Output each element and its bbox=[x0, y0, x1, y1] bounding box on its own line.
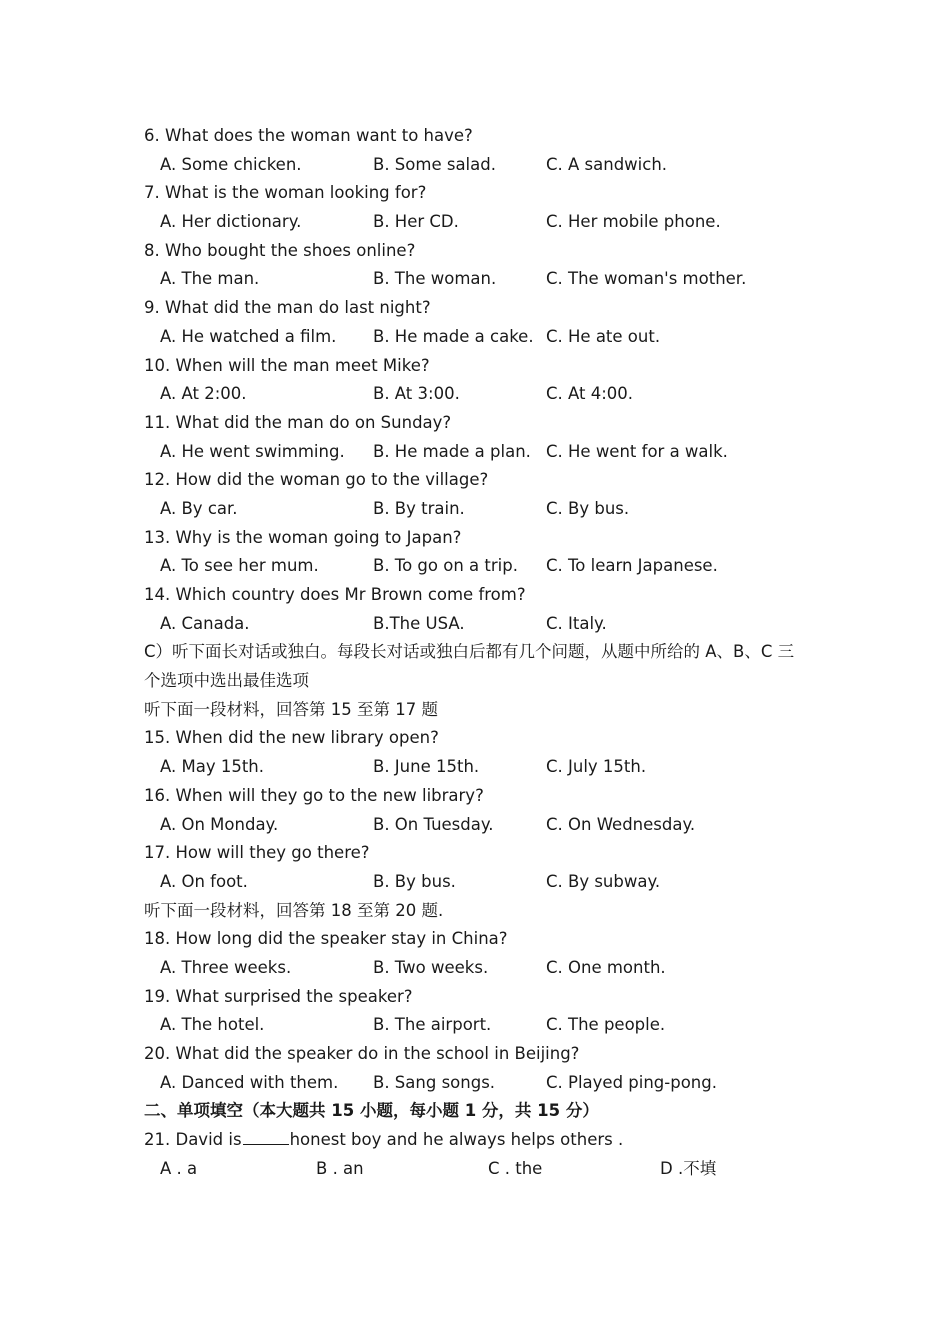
question-text: 6. What does the woman want to have? bbox=[144, 126, 473, 145]
option-a: A . a bbox=[160, 1158, 198, 1178]
question-text: 19. What surprised the speaker? bbox=[144, 986, 413, 1006]
option-c: C. The woman's mother. bbox=[546, 269, 747, 289]
question-17 bbox=[144, 839, 814, 896]
option-c: C. On Wednesday. bbox=[546, 814, 696, 834]
option-c: C. Italy. bbox=[546, 613, 607, 633]
question-text: 9. What did the man do last night? bbox=[144, 298, 431, 318]
group-intro-18-20: 听下面一段材料，回答第 18 至第 20 题. bbox=[144, 900, 444, 920]
option-c: C. The people. bbox=[546, 1015, 666, 1035]
options-row bbox=[144, 265, 814, 294]
option-a: A. The hotel. bbox=[160, 1015, 265, 1035]
options-row bbox=[144, 323, 814, 352]
option-d: D .不填 bbox=[660, 1158, 717, 1178]
option-b: B . an bbox=[316, 1158, 364, 1178]
option-c: C. By bus. bbox=[546, 498, 630, 518]
option-c: C. He ate out. bbox=[546, 326, 661, 346]
question-19 bbox=[144, 983, 814, 1040]
option-b: B. On Tuesday. bbox=[373, 814, 494, 834]
question-text-before-blank: 21. David is bbox=[144, 1130, 242, 1150]
option-a: A. Three weeks. bbox=[160, 957, 292, 977]
group-intro-15-17: 听下面一段材料，回答第 15 至第 17 题 bbox=[144, 699, 438, 719]
option-a: A. The man. bbox=[160, 269, 260, 289]
question-text: 16. When will they go to the new library? bbox=[144, 785, 484, 805]
option-a: A. To see her mum. bbox=[160, 556, 319, 576]
question-text: 13. Why is the woman going to Japan? bbox=[144, 527, 462, 547]
option-c: C. Played ping-pong. bbox=[546, 1072, 717, 1092]
option-a: A. He went swimming. bbox=[160, 441, 345, 461]
options-row bbox=[144, 954, 814, 983]
question-9 bbox=[144, 294, 814, 351]
question-text: 17. How will they go there? bbox=[144, 843, 370, 863]
option-c: C. At 4:00. bbox=[546, 384, 634, 404]
option-c: C. A sandwich. bbox=[546, 154, 668, 174]
option-c: C. By subway. bbox=[546, 871, 661, 891]
question-text: 18. How long did the speaker stay in China? bbox=[144, 929, 508, 949]
options-row bbox=[144, 208, 814, 237]
question-16 bbox=[144, 782, 814, 839]
option-a: A. On Monday. bbox=[160, 814, 279, 834]
options-row bbox=[144, 811, 814, 840]
question-10 bbox=[144, 352, 814, 409]
exam-page bbox=[144, 122, 814, 1183]
option-c: C. July 15th. bbox=[546, 757, 647, 777]
question-text: 15. When did the new library open? bbox=[144, 728, 439, 748]
question-11 bbox=[144, 409, 814, 466]
options-row bbox=[144, 438, 814, 467]
option-b: B. He made a cake. bbox=[373, 326, 534, 346]
option-b: B. The woman. bbox=[373, 269, 497, 289]
question-7 bbox=[144, 179, 814, 236]
option-c: C. To learn Japanese. bbox=[546, 556, 718, 576]
question-text: 20. What did the speaker do in the school in Beijing? bbox=[144, 1044, 580, 1063]
question-text: 8. Who bought the shoes online? bbox=[144, 240, 416, 260]
option-b: B. By train. bbox=[373, 498, 465, 518]
option-a: A. He watched a film. bbox=[160, 326, 337, 346]
option-a: A. By car. bbox=[160, 498, 238, 518]
options-row bbox=[144, 552, 814, 581]
option-b: B. He made a plan. bbox=[373, 441, 531, 461]
question-15 bbox=[144, 724, 814, 781]
option-b: B. To go on a trip. bbox=[373, 556, 518, 576]
option-b: B. June 15th. bbox=[373, 757, 480, 777]
option-a: A. On foot. bbox=[160, 871, 248, 891]
options-row bbox=[144, 1011, 814, 1040]
question-8 bbox=[144, 237, 814, 294]
option-a: A. Danced with them. bbox=[160, 1072, 339, 1092]
option-a: A. Canada. bbox=[160, 613, 250, 633]
options-row bbox=[144, 610, 814, 639]
option-b: B. At 3:00. bbox=[373, 384, 460, 404]
option-b: B. By bus. bbox=[373, 871, 456, 891]
question-text-after-blank: honest boy and he always helps others . bbox=[289, 1130, 624, 1150]
options-row bbox=[144, 380, 814, 409]
option-c: C. One month. bbox=[546, 957, 666, 977]
option-a: A. Some chicken. bbox=[160, 154, 302, 174]
options-row bbox=[144, 753, 814, 782]
question-18 bbox=[144, 925, 814, 982]
options-row bbox=[144, 1155, 814, 1184]
answer-blank bbox=[243, 1126, 289, 1145]
question-text: 7. What is the woman looking for? bbox=[144, 183, 427, 203]
option-b: B.The USA. bbox=[373, 613, 465, 633]
options-row bbox=[144, 151, 814, 180]
question-13 bbox=[144, 524, 814, 581]
option-a: A. At 2:00. bbox=[160, 384, 247, 404]
option-c: C . the bbox=[488, 1158, 543, 1178]
question-text: 10. When will the man meet Mike? bbox=[144, 355, 430, 375]
section-c-instruction-cont: 个选项中选出最佳选项 bbox=[144, 671, 309, 691]
question-text: 11. What did the man do on Sunday? bbox=[144, 412, 452, 432]
question-text bbox=[144, 1126, 814, 1155]
question-text: 12. How did the woman go to the village? bbox=[144, 470, 489, 490]
option-a: A. May 15th. bbox=[160, 757, 265, 777]
option-b: B. The airport. bbox=[373, 1015, 492, 1035]
question-6 bbox=[144, 122, 814, 179]
part-2-heading: 二、单项填空（本大题共 15 小题，每小题 1 分，共 15 分） bbox=[144, 1101, 599, 1121]
question-21 bbox=[144, 1126, 814, 1183]
option-a: A. Her dictionary. bbox=[160, 212, 302, 232]
options-row bbox=[144, 1069, 814, 1098]
options-row bbox=[144, 868, 814, 897]
question-12 bbox=[144, 466, 814, 523]
question-20 bbox=[144, 1040, 814, 1097]
option-c: C. Her mobile phone. bbox=[546, 212, 721, 232]
options-row bbox=[144, 495, 814, 524]
question-text: 14. Which country does Mr Brown come from? bbox=[144, 585, 526, 604]
option-b: B. Sang songs. bbox=[373, 1072, 496, 1092]
question-14 bbox=[144, 581, 814, 638]
option-b: B. Her CD. bbox=[373, 212, 459, 232]
option-b: B. Two weeks. bbox=[373, 957, 489, 977]
section-c-instruction: C）听下面长对话或独白。每段长对话或独白后都有几个问题，从题中所给的 A、B、C 三 bbox=[144, 642, 795, 662]
option-b: B. Some salad. bbox=[373, 154, 496, 174]
option-c: C. He went for a walk. bbox=[546, 441, 728, 461]
